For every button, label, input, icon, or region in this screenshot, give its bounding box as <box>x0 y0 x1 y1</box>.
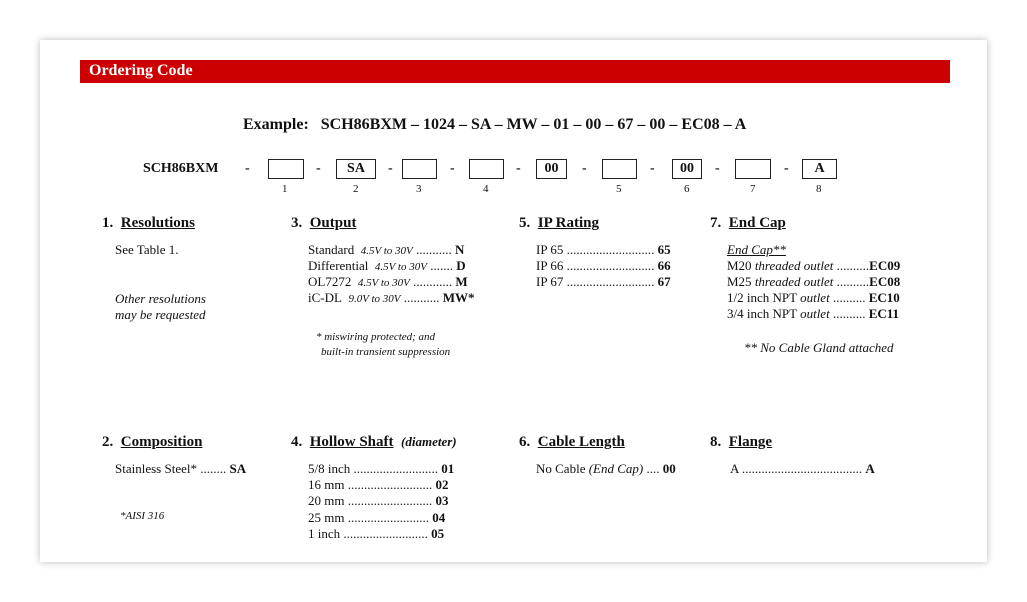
code-box-5[interactable] <box>602 159 637 179</box>
output-row: Standard 4.5V to 30V ........... N <box>308 242 465 257</box>
dash: - <box>516 161 521 176</box>
ip-rating-row: IP 67 ........................... 67 <box>536 274 671 289</box>
example-code: SCH86BXM – 1024 – SA – MW – 01 – 00 – 67 – 00 – EC08 – A <box>320 116 747 133</box>
dash: - <box>715 161 720 176</box>
end-cap-row: 1/2 inch NPT outlet .......... EC10 <box>727 290 900 305</box>
code-box-2[interactable]: SA <box>336 159 376 179</box>
code-index-7: 7 <box>750 183 756 195</box>
code-index-3: 3 <box>416 183 422 195</box>
code-index-5: 5 <box>616 183 622 195</box>
output-note-1: * miswiring protected; and <box>316 331 436 343</box>
composition-row: Stainless Steel* ........ SA <box>115 461 247 476</box>
section-composition-heading: 2. Composition <box>102 434 203 450</box>
hollow-shaft-row: 1 inch .......................... 05 <box>308 526 445 541</box>
end-cap-row: M20 threaded outlet ..........EC09 <box>727 258 901 273</box>
datasheet-page <box>40 40 987 562</box>
code-box-4[interactable] <box>469 159 504 179</box>
hollow-shaft-row: 20 mm .......................... 03 <box>308 493 449 508</box>
hollow-shaft-row: 25 mm ......................... 04 <box>308 510 446 525</box>
code-index-8: 8 <box>816 183 822 195</box>
end-cap-subheading: End Cap** <box>727 242 786 257</box>
dash: - <box>388 161 393 176</box>
dash: - <box>784 161 789 176</box>
code-box-6[interactable]: 00 <box>672 159 702 179</box>
resolutions-text: See Table 1. <box>115 242 179 257</box>
code-box-7[interactable] <box>735 159 771 179</box>
hollow-shaft-row: 16 mm .......................... 02 <box>308 477 449 492</box>
output-note-2: built-in transient suppression <box>321 346 451 358</box>
model-name: SCH86BXM <box>143 161 219 176</box>
flange-row: A ..................................... A <box>730 461 875 476</box>
code-index-4: 4 <box>483 183 489 195</box>
dash: - <box>450 161 455 176</box>
dash: - <box>582 161 587 176</box>
composition-note: *AISI 316 <box>120 510 165 522</box>
code-box-3[interactable] <box>402 159 437 179</box>
resolutions-note-1: Other resolutions <box>115 291 206 306</box>
code-box-cable[interactable]: 00 <box>536 159 567 179</box>
example-label: Example: <box>243 116 309 133</box>
end-cap-note: ** No Cable Gland attached <box>744 340 894 355</box>
code-box-1[interactable] <box>268 159 304 179</box>
output-row: iC-DL 9.0V to 30V ........... MW* <box>308 290 475 305</box>
code-index-6: 6 <box>684 183 690 195</box>
cable-length-row: No Cable (End Cap) .... 00 <box>536 461 676 476</box>
output-row: Differential 4.5V to 30V ....... D <box>308 258 466 273</box>
section-end-cap-heading: 7. End Cap <box>710 215 786 231</box>
ip-rating-row: IP 65 ........................... 65 <box>536 242 671 257</box>
section-cable-length-heading: 6. Cable Length <box>519 434 625 450</box>
section-output-heading: 3. Output <box>291 215 357 231</box>
section-resolutions-heading: 1. Resolutions <box>102 215 195 231</box>
code-index-2: 2 <box>353 183 359 195</box>
dash: - <box>316 161 321 176</box>
end-cap-row: 3/4 inch NPT outlet .......... EC11 <box>727 306 900 321</box>
section-ip-rating-heading: 5. IP Rating <box>519 215 600 231</box>
ordering-code-banner <box>80 60 950 83</box>
end-cap-row: M25 threaded outlet ..........EC08 <box>727 274 901 289</box>
output-row: OL7272 4.5V to 30V ............ M <box>308 274 468 289</box>
code-box-8[interactable]: A <box>802 159 837 179</box>
hollow-shaft-row: 5/8 inch .......................... 01 <box>308 461 455 476</box>
banner-title: Ordering Code <box>89 62 193 79</box>
dash: - <box>650 161 655 176</box>
code-index-1: 1 <box>282 183 288 195</box>
ip-rating-row: IP 66 ........................... 66 <box>536 258 671 273</box>
section-hollow-shaft-heading: 4. Hollow Shaft (diameter) <box>291 434 457 450</box>
section-flange-heading: 8. Flange <box>710 434 773 450</box>
dash: - <box>245 161 250 176</box>
resolutions-note-2: may be requested <box>115 307 206 322</box>
example-line <box>243 116 746 134</box>
